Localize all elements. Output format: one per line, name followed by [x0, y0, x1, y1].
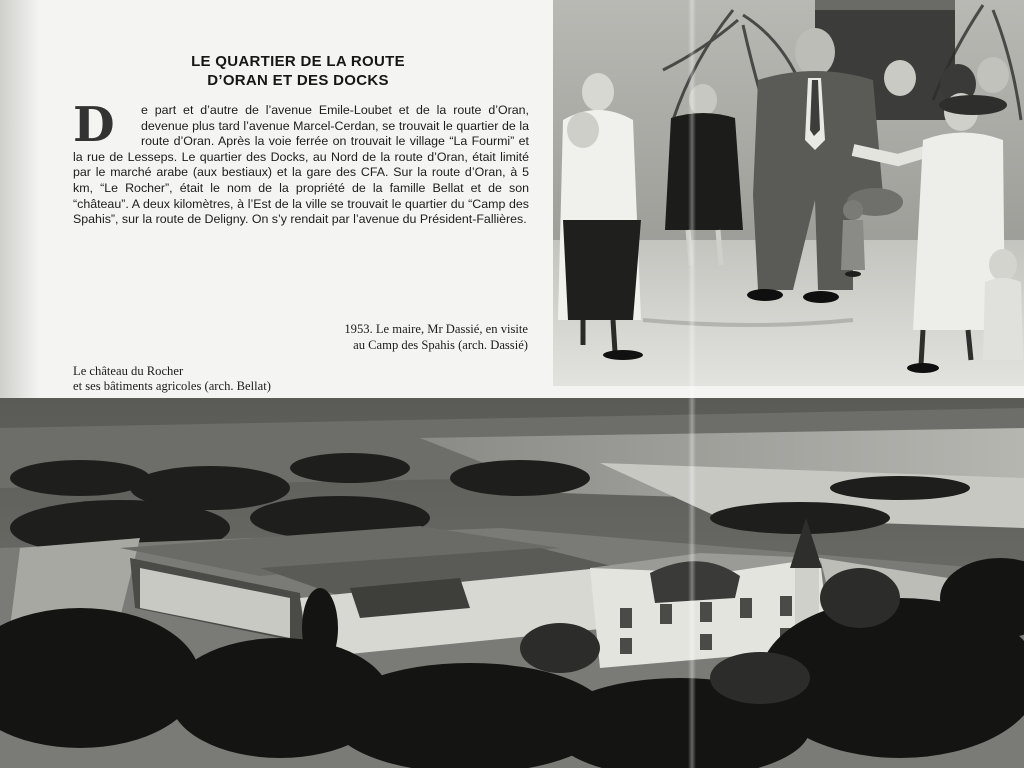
- bottom-photo-caption: [73, 364, 453, 393]
- page-edge-shadow: [0, 0, 40, 398]
- drop-cap: D: [73, 97, 115, 153]
- top-photo-caption-line-1: 1953. Le maire, Mr Dassié, en visite: [344, 322, 528, 336]
- bottom-photo-caption-line-2: et ses bâtiments agricoles (arch. Bellat): [73, 378, 271, 393]
- article-body: [73, 97, 529, 228]
- title-line-1: LE QUARTIER DE LA ROUTE: [191, 53, 405, 70]
- top-photo-caption-line-2: au Camp des Spahis (arch. Dassié): [353, 337, 528, 352]
- chateau-photo-drawing: [0, 398, 1024, 768]
- article-paragraph: e part et d’autre de l’avenue Emile-Loubet et de la route d’Oran, devenue plus tard l’avenue Marcel-Cerdan, se trouvait le quartier de la route d’Oran. Après la voie ferrée on trouvait le village “La Fourmi” et la rue de Lesseps. Le quartier des Docks, au Nord de la route d’Oran, était limité par le marché arabe (aux bestiaux) et la gare des CFA. Sur la route d’Oran, à 5 km, “Le Rocher”, était le nom de la propriété de la famille Bellat et de son “château”. A deux kilomètres, à l’Est de la ville se trouvait le quartier du “Camp des Spahis”, sur la route de Deligny. On s’y rendait par l’avenue du Président-Fallières.: [73, 103, 529, 227]
- chateau-du-rocher-photo: [0, 398, 1024, 768]
- top-photo-caption: [210, 322, 528, 353]
- mayor-visit-photo: [553, 0, 1024, 386]
- mayor-visit-photo-drawing: [553, 0, 1024, 386]
- article-title: [78, 52, 518, 90]
- bottom-photo-caption-line-1: Le château du Rocher: [73, 364, 184, 378]
- title-line-2: D’ORAN ET DES DOCKS: [207, 72, 389, 89]
